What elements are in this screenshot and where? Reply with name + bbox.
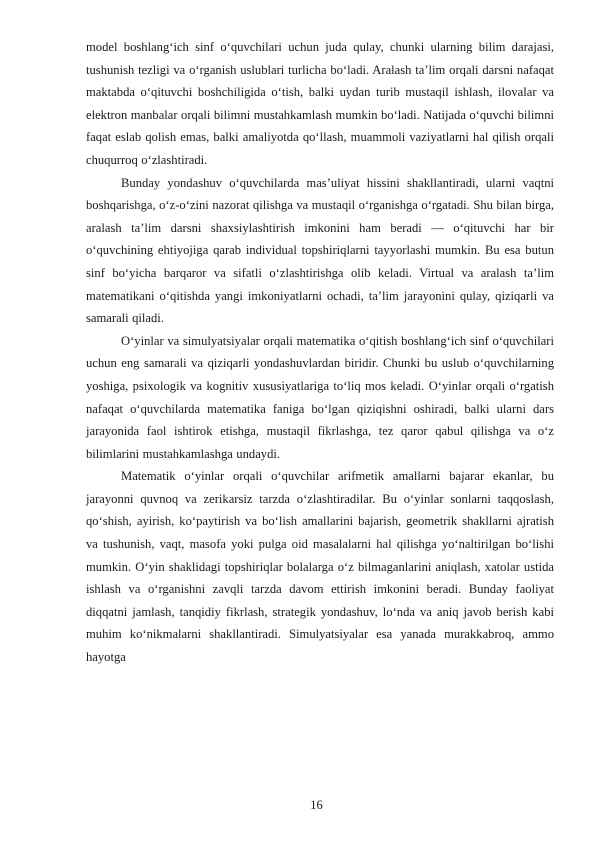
paragraph-3: O‘yinlar va simulyatsiyalar orqali matematika o‘qitish boshlang‘ich sinf o‘quvchilari uchun eng samarali va qiziqarli yondashuvlardan biridir. Chunki bu uslub o‘quvchilarning yoshiga, psixologik va kognitiv xususiyatlariga to‘liq mos keladi. O‘yinlar orqali o‘rgatish nafaqat o‘quvchilarda matematika faniga bo‘lgan qiziqishni oshiradi, balki ularni dars jarayonida faol ishtirok etishga, mustaqil fikrlashga, tez qaror qabul qilishga va o‘z bilimlarini mustahkamlashga undaydi. bbox=[86, 333, 554, 461]
page-number: 16 bbox=[310, 798, 323, 812]
paragraph-2: Bunday yondashuv o‘quvchilarda mas’uliyat hissini shakllantiradi, ularni vaqtni boshqarishga, o‘z-o‘zini nazorat qilishga va mustaqil o‘rganishga o‘rgatadi. Shu bilan birga, aralash ta’lim darsni shaxsiylashtirish imkonini ham beradi — o‘qituvchi har bir o‘quvchining ehtiyojiga qarab individual topshiriqlarni tayyorlashi mumkin. Bu esa butun sinf bo‘yicha barqaror va sifatli o‘zlashtirishga olib keladi. Virtual va aralash ta’lim matematikani o‘qitishda yangi imkoniyatlarni ochadi, ta’lim jarayonini qulay, qiziqarli va samarali qiladi. bbox=[86, 175, 554, 326]
paragraph-4: Matematik o‘yinlar orqali o‘quvchilar arifmetik amallarni bajarar ekanlar, bu jarayonni quvnoq va zerikarsiz tarzda o‘zlashtiradilar. Bu o‘yinlar sonlarni taqqoslash, qo‘shish, ayirish, ko‘paytirish va bo‘lish amallarini bajarish, geometrik shakllarni ajratish va tushunish, vaqt, masofa yoki pulga oid masalalarni hal qilishga yo‘naltirilgan bo‘lishi mumkin. O‘yin shaklidagi topshiriqlar bolalarga o‘z bilmaganlarini aniqlash, xatolar ustida ishlash va o‘rganishni zavqli tarzda davom ettirish imkonini beradi. Bunday faoliyat diqqatni jamlash, tanqidiy fikrlash, strategik yondashuv, lo‘nda va aniq javob berish kabi muhim ko‘nikmalarni shakllantiradi. Simulyatsiyalar esa yanada murakkabroq, ammo hayotga bbox=[86, 469, 554, 665]
document-page bbox=[86, 36, 554, 669]
paragraph-1: model boshlang‘ich sinf o‘quvchilari uchun juda qulay, chunki ularning bilim darajasi, tushunish tezligi va o‘rganish uslublari turlicha bo‘ladi. Aralash ta’lim orqali darsni nafaqat maktabda o‘qituvchi boshchiligida o‘tish, balki uydan turib mustaqil ishlash, ilovalar va elektron manbalar orqali bilimni mustahkamlash mumkin bo‘ladi. Natijada o‘quvchi bilimni faqat eslab qolish emas, balki amaliyotda qo‘llash, muammoli vaziyatlarni hal qilish orqali chuqurroq o‘zlashtiradi. bbox=[86, 40, 554, 167]
